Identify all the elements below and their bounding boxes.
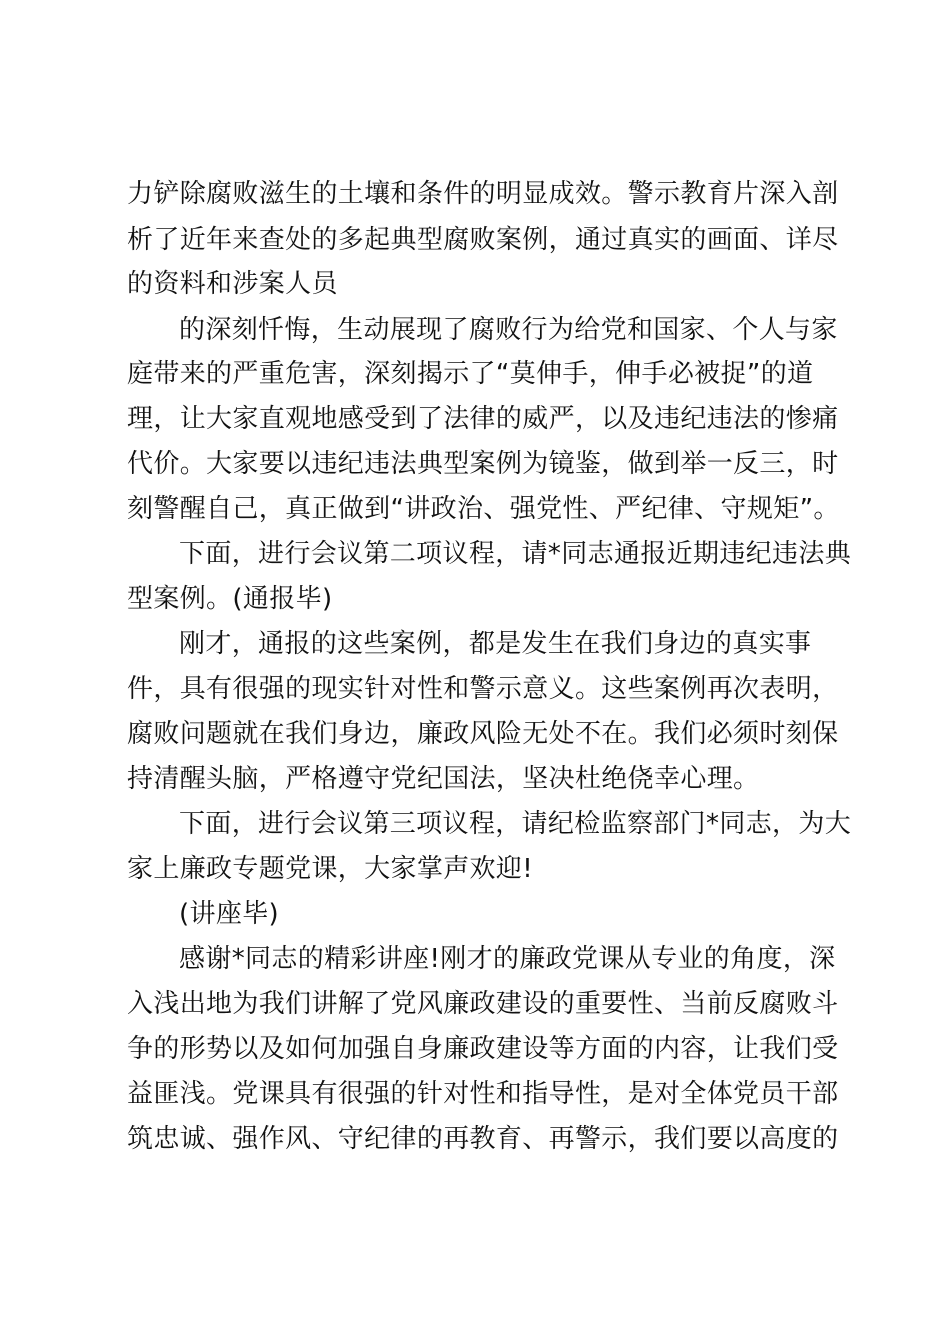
text-line-22: 筑忠诚、强作风、守纪律的再教育、再警示，我们要以高度的 <box>127 1124 839 1154</box>
text-line-13: 腐败问题就在我们身边，廉政风险无处不在。我们必须时刻保 <box>127 719 839 749</box>
text-line-8: 刻警醒自己，真正做到“讲政治、强党性、严纪律、守规矩”。 <box>127 494 840 524</box>
text-line-19: 入浅出地为我们讲解了党风廉政建设的重要性、当前反腐败斗 <box>127 989 839 1019</box>
text-line-9: 下面，进行会议第二项议程，请*同志通报近期违纪违法典 <box>179 539 852 569</box>
text-line-1: 力铲除腐败滋生的土壤和条件的明显成效。警示教育片深入剖 <box>127 179 839 209</box>
text-line-18: 感谢*同志的精彩讲座!刚才的廉政党课从专业的角度，深 <box>179 944 836 974</box>
text-line-11: 刚才，通报的这些案例，都是发生在我们身边的真实事 <box>179 629 812 659</box>
text-line-17: (讲座毕) <box>179 899 280 929</box>
text-line-16: 家上廉政专题党课，大家掌声欢迎! <box>127 854 534 884</box>
text-line-7: 代价。大家要以违纪违法典型案例为镜鉴，做到举一反三，时 <box>127 449 839 479</box>
text-line-14: 持清醒头脑，严格遵守党纪国法，坚决杜绝侥幸心理。 <box>127 764 760 794</box>
text-line-6: 理，让大家直观地感受到了法律的威严，以及违纪违法的惨痛 <box>127 404 839 434</box>
text-line-20: 争的形势以及如何加强自身廉政建设等方面的内容，让我们受 <box>127 1034 839 1064</box>
text-line-5: 庭带来的严重危害，深刻揭示了“莫伸手，伸手必被捉”的道 <box>127 359 814 389</box>
text-line-4: 的深刻忏悔，生动展现了腐败行为给党和国家、个人与家 <box>179 315 838 345</box>
text-line-3: 的资料和涉案人员 <box>127 269 338 299</box>
text-line-21: 益匪浅。党课具有很强的针对性和指导性，是对全体党员干部 <box>127 1079 839 1109</box>
text-line-10: 型案例。(通报毕) <box>127 584 333 614</box>
text-line-15: 下面，进行会议第三项议程，请纪检监察部门*同志，为大 <box>179 809 852 839</box>
text-line-2: 析了近年来查处的多起典型腐败案例，通过真实的画面、详尽 <box>127 225 839 255</box>
text-line-12: 件，具有很强的现实针对性和警示意义。这些案例再次表明， <box>127 674 839 704</box>
